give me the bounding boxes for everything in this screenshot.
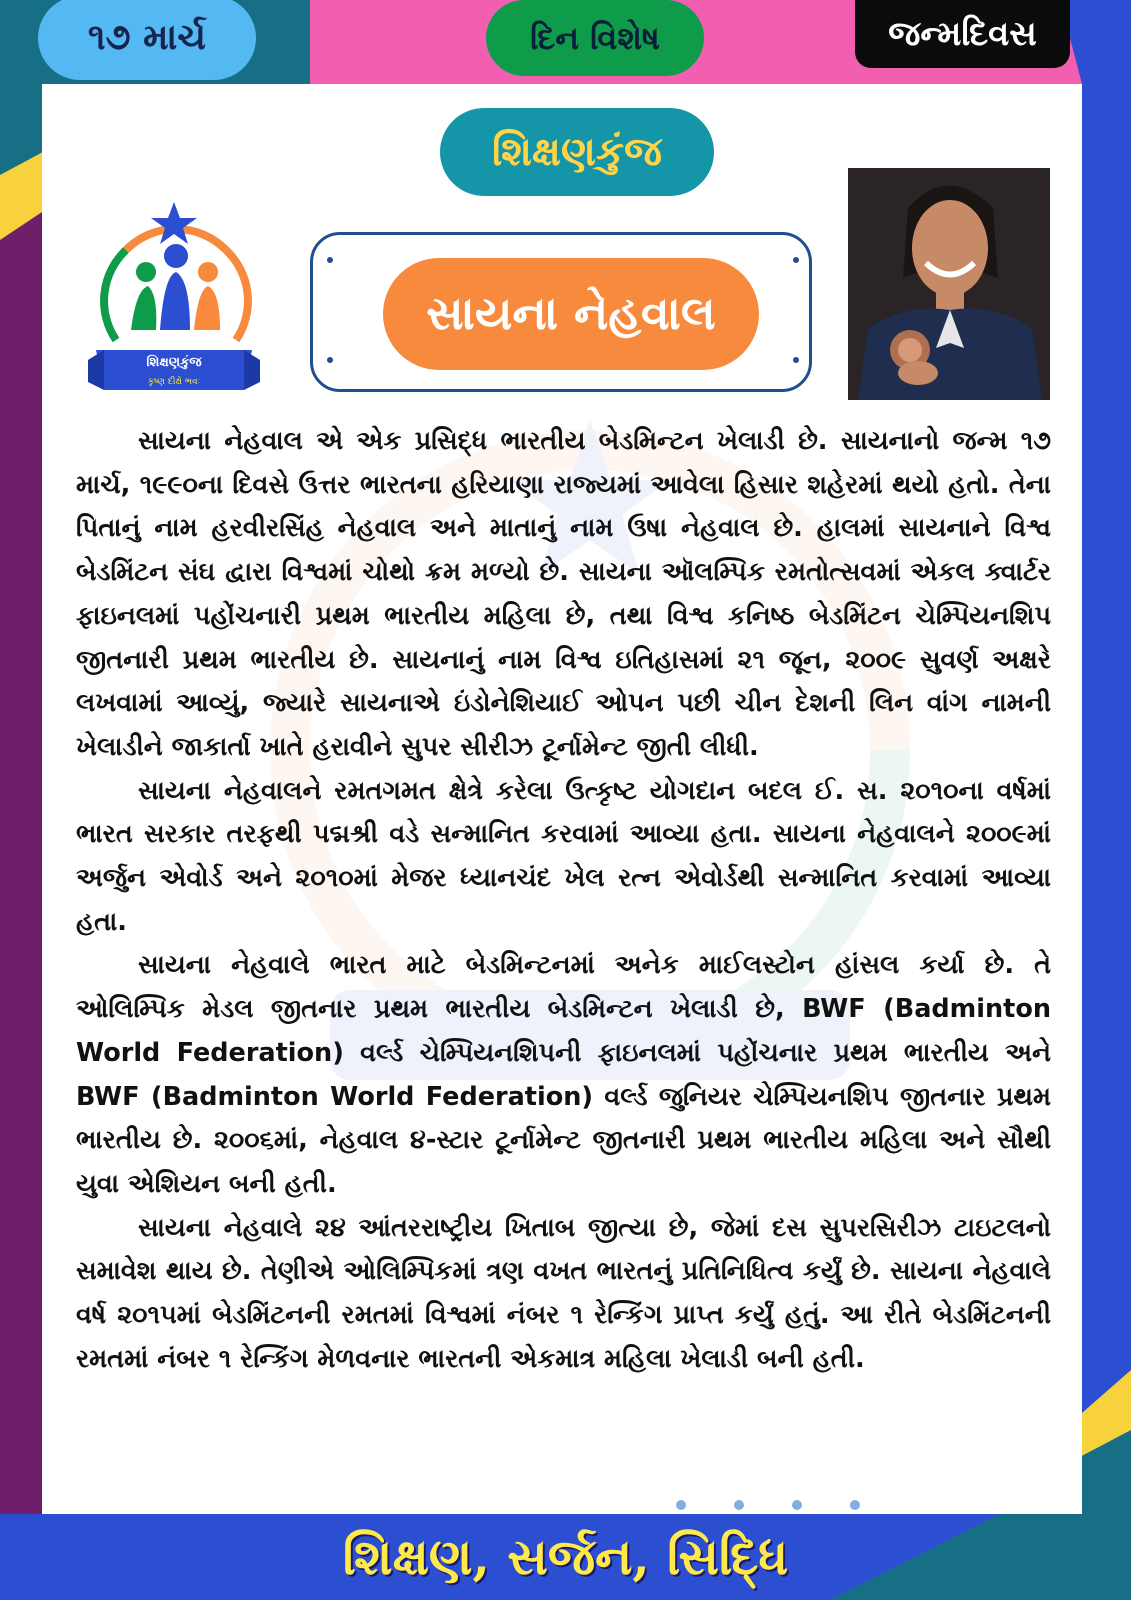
article-body bbox=[76, 420, 1051, 1381]
page-dot bbox=[792, 1500, 802, 1510]
paragraph-1: સાયના નેહવાલ એ એક પ્રસિદ્ધ ભારતીય બેડમિન્ટન ખેલાડી છે. સાયનાનો જન્મ ૧૭ માર્ચ, ૧૯૯૦ના દિવસે ઉત્તર ભારતના હરિયાણા રાજ્યમાં આવેલા હિસાર શહેરમાં થયો હતો. તેના પિતાનું નામ હરવીરસિંહ નેહવાલ અને માતાનું નામ ઉષા નેહવાલ છે. હાલમાં સાયનાને વિશ્વ બેડમિંટન સંઘ દ્વારા વિશ્વમાં ચોથો ક્રમ મળ્યો છે. સાયના ઑલમ્પિક રમતોત્સવમાં એકલ ક્વાર્ટર ફાઇનલમાં પહોંચનારી પ્રથમ ભારતીય મહિલા છે, તથા વિશ્વ કનિષ્ઠ બેડમિંટન ચેમ્પિયનશિપ જીતનારી પ્રથમ ભારતીય છે. સાયનાનું નામ વિશ્વ ઇતિહાસમાં ૨૧ જૂન, ૨૦૦૯ સુવર્ણ અક્ષરે લખવામાં આવ્યું, જ્યારે સાયનાએ ઇંડોનેશિયાઈ ઓપન પછી ચીન દેશની લિન વાંગ નામની ખેલાડીને જાકાર્તા ખાતે હરાવીને સુપર સીરીઝ ટૂર્નામેન્ટ જીતી લીધી. bbox=[76, 426, 1051, 762]
page-dot bbox=[850, 1500, 860, 1510]
day-special-badge: દિન વિશેષ bbox=[486, 0, 704, 76]
shikshankunj-logo bbox=[86, 200, 262, 406]
page-dot bbox=[734, 1500, 744, 1510]
logo-motto: કૃષ્ણ દીક્ષે ભવઃ bbox=[147, 377, 201, 387]
brand-title: શિક્ષણકુંજ bbox=[440, 108, 714, 196]
page-dot bbox=[676, 1500, 686, 1510]
paragraph-4: સાયના નેહવાલે ૨૪ આંતરરાષ્ટ્રીય ખિતાબ જીત્યા છે, જેમાં દસ સુપરસિરીઝ ટાઇટલનો સમાવેશ થાય છે. તેણીએ ઓલિમ્પિકમાં ત્રણ વખત ભારતનું પ્રતિનિધિત્વ કર્યું છે. સાયના નેહવાલે વર્ષ ૨૦૧૫માં બેડમિંટનની રમતમાં વિશ્વમાં નંબર ૧ રેન્કિંગ પ્રાપ્ત કર્યું હતું. આ રીતે બેડમિંટનની રમતમાં નંબર ૧ રેન્કિંગ મેળવનાર ભારતની એકમાત્ર મહિલા ખેલાડી બની હતી. bbox=[76, 1212, 1051, 1374]
category-badge: જન્મદિવસ bbox=[855, 0, 1070, 68]
date-badge: ૧૭ માર્ચ bbox=[38, 0, 256, 80]
paragraph-3: સાયના નેહવાલે ભારત માટે બેડમિન્ટનમાં અનેક માઈલસ્ટોન હાંસલ કર્યા છે. તે ઓલિમ્પિક મેડલ જીતનાર પ્રથમ ભારતીય બેડમિન્ટન ખેલાડી છે, BWF (Badminton World Federation) વર્લ્ડ ચેમ્પિયનશિપની ફાઇનલમાં પહોંચનાર પ્રથમ ભારતીય અને BWF (Badminton World Federation) વર્લ્ડ જુનિયર ચેમ્પિયનશિપ જીતનાર પ્રથમ ભારતીય છે. ૨૦૦૬માં, નેહવાલ ૪-સ્ટાર ટૂર્નામેન્ટ જીતનારી પ્રથમ ભારતીય મહિલા અને સૌથી યુવા એશિયન બની હતી. bbox=[76, 950, 1051, 1199]
paragraph-2: સાયના નેહવાલને રમતગમત ક્ષેત્રે કરેલા ઉત્કૃષ્ટ યોગદાન બદલ ઈ. સ. ૨૦૧૦ના વર્ષમાં ભારત સરકાર તરફથી પદ્મશ્રી વડે સન્માનિત કરવામાં આવ્યા હતા. સાયના નેહવાલને ૨૦૦૯માં અર્જુન એવોર્ડ અને ૨૦૧૦માં મેજર ધ્યાનચંદ ખેલ રત્ન એવોર્ડથી સન્માનિત કરવામાં આવ્યા હતા. bbox=[76, 775, 1051, 937]
footer-tagline: શિક્ષણ, સર્જન, સિદ્ધિ bbox=[342, 1527, 789, 1586]
logo-banner-text: શિક્ષણકુંજ bbox=[146, 355, 202, 370]
page-title: સાયના નેહવાલ bbox=[383, 258, 759, 370]
portrait-photo bbox=[848, 168, 1050, 400]
